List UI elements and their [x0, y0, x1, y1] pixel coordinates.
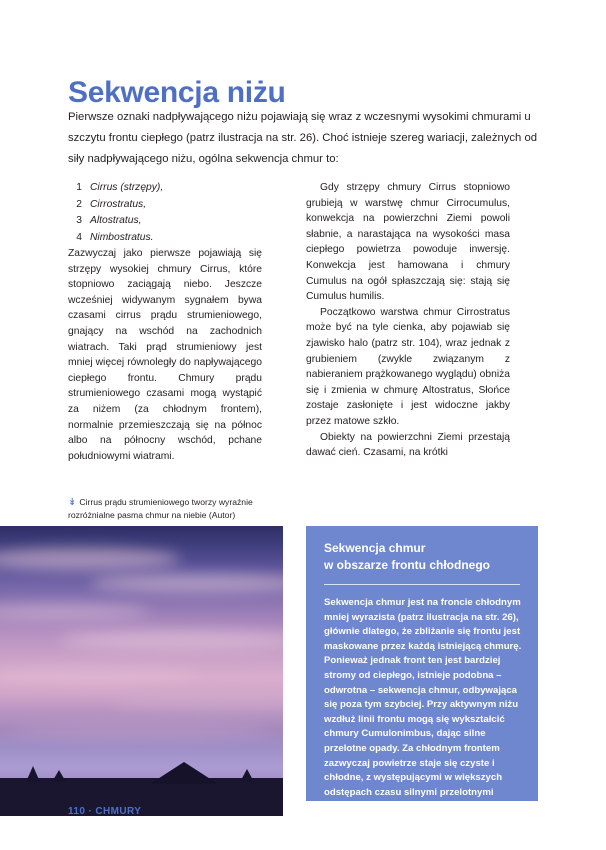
list-item-number: 1	[76, 182, 82, 193]
tree-silhouette-icon	[240, 769, 254, 782]
cloud-sequence-list	[68, 180, 288, 246]
sidebar-heading-line2: w obszarze frontu chłodnego	[324, 558, 491, 572]
right-column-paragraph-1: Gdy strzępy chmury Cirrus stopniowo grubieją w warstwę chmur Cirrocumulus, konwekcja na powierzchni Ziemi powoli słabnie, a narastająca na wysokości masa ciepłego powietrza powoduje inwersję. Konwekcja jest hamowana i chmury Cumulus na ogół spłaszczają się: stają się Cumulus humilis.	[306, 182, 510, 303]
sidebar-body-text: Sekwencja chmur jest na froncie chłodnym mniej wyrazista (patrz ilustracja na str. 26), głównie dlatego, że zbliżanie się frontu jest maskowane przez każdą istniejącą chmurę. Ponieważ jednak front ten jest bardziej stromy od ciepłego, istnieje podobna – odwrotna – sekwencja chmur, odbywająca się poza tym szybciej. Przy aktywnym niżu wzdłuż linii frontu mogą się wykształcić chmury Cumulonimbus, dając silne przelotne opady. Za chłodnym frontem zazwyczaj powietrze staje się czyste i chłodne, z występującymi w większych odstępach czasu silnymi przelotnymi opadami.	[324, 597, 522, 813]
photo-caption	[68, 496, 278, 522]
tree-silhouette-icon	[26, 766, 40, 782]
list-item	[68, 213, 288, 230]
list-item-number: 3	[76, 215, 82, 226]
list-item	[68, 230, 288, 247]
sidebar-heading	[324, 540, 524, 574]
list-item-number: 4	[76, 231, 82, 243]
sidebar-callout	[306, 526, 538, 813]
photo-foreground-silhouette	[0, 778, 283, 816]
list-item	[68, 180, 288, 197]
rooftop-silhouette-icon	[150, 762, 218, 784]
list-item	[68, 197, 288, 214]
sidebar-heading-line1: Sekwencja chmur	[324, 541, 426, 555]
sky-photograph	[0, 526, 283, 816]
list-item-text: Altostratus,	[90, 215, 142, 226]
body-column-right	[306, 180, 510, 461]
left-column-paragraph: Zazwyczaj jako pierwsze pojawiają się strzępy wysokiej chmury Cirrus, które stopniowo zaciągają niebo. Jeszcze wcześniej widywanym sygnałem bywa czasami cirrus prądu strumieniowego, gnający na wschód na zachodnich wiatrach. Taki prąd strumieniowy jest mniej więcej równoległy do napływającego ciepłego frontu. Chmury prądu strumieniowego czasami mogą wystąpić za niżem (za chłodnym frontem), normalnie przemieszczają się na północ albo na północny wschód, pchane południowymi wiatrami.	[68, 248, 262, 462]
down-arrow-icon: ↡	[68, 497, 77, 508]
right-column-paragraph-2: Początkowo warstwa chmur Cirrostratus może być na tyle cienka, aby pojawiab się zjawisko halo (patrz str. 104), wraz jednak z grubieniem (zwykle związanym z nabieraniem prążkowanego wyglądu) obniża się i zmienia w chmurę Altostratus, Słońce zostaje zasłonięte i jest widoczne jakby przez matowe szkło.	[306, 306, 510, 427]
cloud-band-icon	[10, 722, 270, 740]
page-title: Sekwencja niżu	[68, 76, 286, 110]
list-item-text: Cirrostratus,	[90, 198, 147, 210]
sidebar-divider	[324, 584, 520, 585]
photo-caption-text: Cirrus prądu strumieniowego tworzy wyraźnie rozróżnialne pasma chmur na niebie (Autor)	[68, 497, 253, 520]
list-item-label	[90, 230, 154, 247]
body-column-left	[68, 246, 262, 464]
cloud-band-icon	[60, 630, 283, 650]
list-item-label	[90, 213, 142, 230]
cloud-band-icon	[0, 666, 200, 684]
list-item-label	[90, 197, 146, 214]
right-column-paragraph-3: Obiekty na powierzchni Ziemi przestają dawać cień. Czasami, na krótki	[306, 431, 510, 459]
list-item-label	[90, 180, 163, 197]
page-footer: 110 · CHMURY	[68, 806, 142, 817]
list-item-text: Cirrus (strzępy),	[90, 182, 164, 193]
tree-silhouette-icon	[52, 770, 66, 782]
list-item-text: Nimbostratus.	[90, 231, 154, 243]
intro-paragraph: Pierwsze oznaki nadpływającego niżu pojawiają się wraz z wczesnymi wysokimi chmurami u szczytu frontu ciepłego (patrz ilustracja na str. 26). Choć istnieje szereg wariacji, zależnych od siły nadpływającego niżu, ogólna sekwencja chmur to:	[68, 111, 538, 165]
list-item-number: 2	[76, 198, 82, 210]
